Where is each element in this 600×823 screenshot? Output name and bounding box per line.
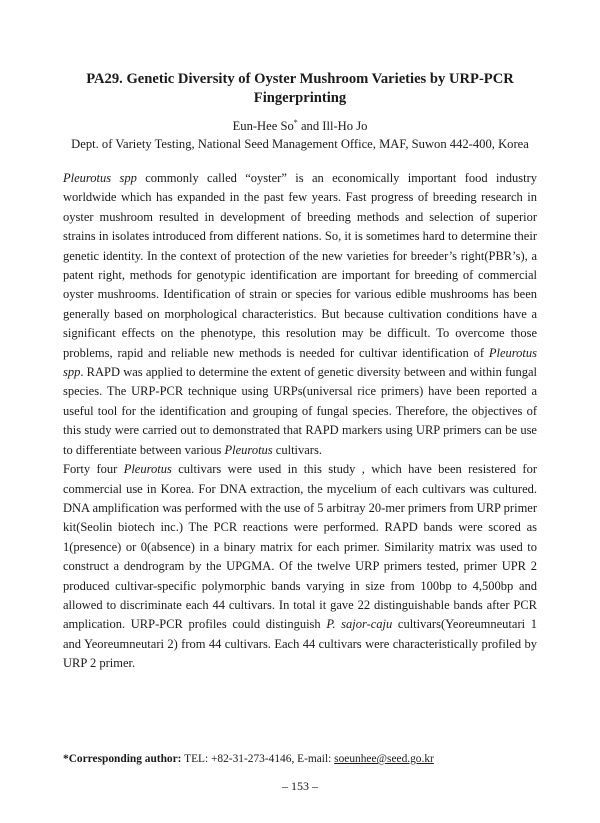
footnote-label: *Corresponding author: <box>63 753 182 765</box>
text-run: cultivars were used in this study , which have been resistered for commercial use in Korea. For DNA extraction, the mycelium of each cultivars was cultured. DNA amplification was performed with the use of 5 arbitray 20-mer primers from URP primer kit(Seolin biotech inc.) The PCR reactions were performed. RAPD bands were scored as 1(presence) or 0(absence) in a binary matrix for each primer. Similarity matrix was used to construct a dendrogram by the UPGMA. Of the twelve URP primers tested, primer UPR 2 produced cultivar-specific polymorphic bands varying in size from 100bp to 4,500bp and allowed to discriminate each 44 cultivars. In total it gave 22 distinguishable bands after PCR amplication. URP-PCR profiles could distinguish <box>63 462 537 632</box>
abstract-paragraph-1 <box>63 169 537 460</box>
email-link[interactable]: soeunhee@seed.go.kr <box>334 753 434 765</box>
abstract-body <box>63 169 537 674</box>
footnote-contact: TEL: +82-31-273-4146, E-mail: <box>181 753 335 765</box>
corresponding-author-footnote <box>63 752 543 766</box>
author-name: Eun-Hee So <box>232 119 294 133</box>
corresponding-marker: * <box>293 118 298 127</box>
affiliation: Dept. of Variety Testing, National Seed Management Office, MAF, Suwon 442-400, Korea <box>71 137 529 151</box>
text-run: Forty four <box>63 462 124 477</box>
species-name: Pleurotus spp <box>63 345 537 380</box>
text-run: commonly called “oyster” is an economically important food industry worldwide which has expanded in the past few years. Fast progress of breeding research in oyster mushroom resulted in development of breeding methods and selection of superior strains in isolates introduced from different nations. So, it is sometimes hard to determine their genetic identity. In the context of protection of the new varieties for breeder’s right(PBR’s), a patent right, methods for genotypic identification are important for breeding of commercial oyster mushrooms. Identification of strain or species for various edible mushrooms has been generally based on morphological characteristics. But because cultivation conditions have a significant effects on the phenotype, this resolution may be difficult. To overcome those problems, rapid and reliable new methods is needed for cultivar identification of <box>63 171 537 360</box>
title-line-2: Fingerprinting <box>253 90 347 106</box>
title-line-1: PA29. Genetic Diversity of Oyster Mushroom Varieties by URP-PCR <box>86 71 514 87</box>
species-name: Pleurotus spp <box>63 171 137 185</box>
species-name: Pleurotus <box>224 442 273 457</box>
text-run: . RAPD was applied to determine the extent of genetic diversity between and within fungal species. The URP-PCR technique using URPs(universal rice primers) have been reported a useful tool for the identification and grouping of fungal species. Therefore, the objectives of this study were carried out to demonstrated that RAPD markers using URP primers can be use to differentiate between various <box>63 365 537 457</box>
author-names-rest: and Ill-Ho Jo <box>297 119 368 133</box>
text-run: cultivars. <box>272 442 322 457</box>
abstract-paragraph-2 <box>63 460 537 673</box>
page-number: – 153 – <box>282 779 318 793</box>
text-run: cultivars(Yeoreumneutari 1 and Yeoreumneutari 2) from 44 cultivars. Each 44 cultivars were characteristically profiled by URP 2 primer. <box>63 617 537 671</box>
species-name: Pleurotus <box>123 462 172 477</box>
paper-title <box>60 70 540 108</box>
species-name: P. sajor-caju <box>326 617 393 632</box>
author-list <box>60 118 540 134</box>
